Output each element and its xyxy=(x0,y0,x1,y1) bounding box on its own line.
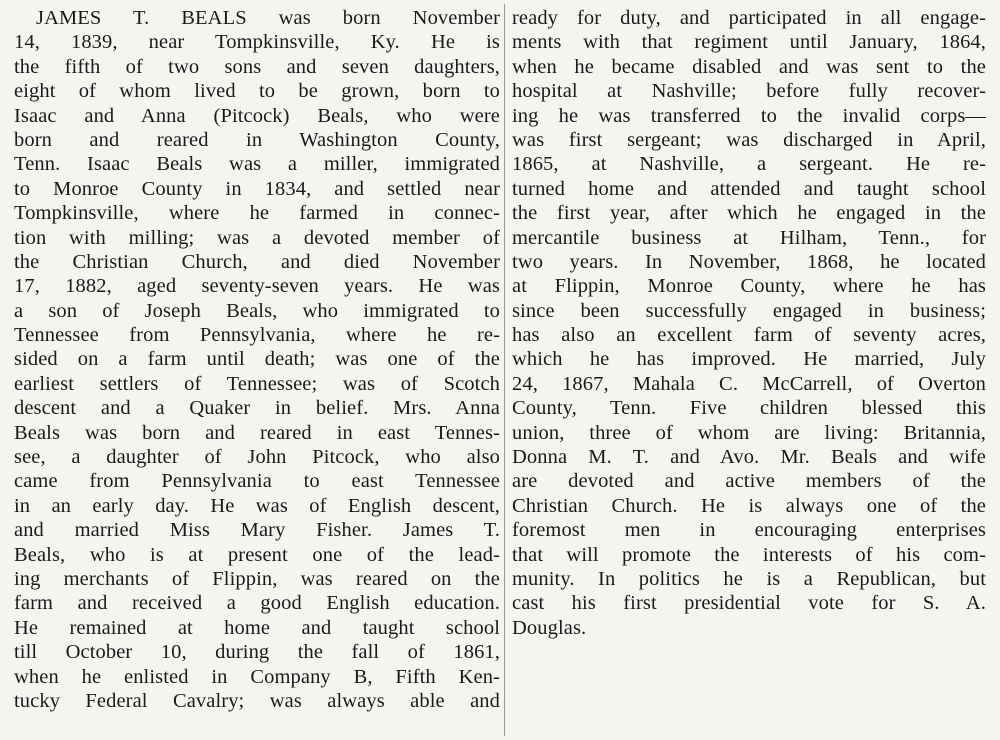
text-line: He remained at home and taught school xyxy=(14,616,500,639)
text-line: born and reared in Washington County, xyxy=(14,128,500,151)
text-line: are devoted and active members of the xyxy=(512,470,986,493)
text-line: 17, 1882, aged seventy-seven years. He was xyxy=(14,275,500,298)
text-line: Tompkinsville, where he farmed in connec- xyxy=(14,202,500,225)
text-line: to Monroe County in 1834, and settled near xyxy=(14,177,500,200)
text-line: eight of whom lived to be grown, born to xyxy=(14,80,500,103)
text-line: till October 10, during the fall of 1861, xyxy=(14,641,500,664)
text-line: in an early day. He was of English descent, xyxy=(14,494,500,517)
text-line: ments with that regiment until January, 1864, xyxy=(512,31,986,54)
left-text-column xyxy=(14,6,500,713)
right-text-column xyxy=(512,6,986,640)
text-line: has also an excellent farm of seventy acres, xyxy=(512,324,986,347)
text-line: tucky Federal Cavalry; was always able and xyxy=(14,689,500,712)
text-line: Douglas. xyxy=(512,616,587,639)
text-line: descent and a Quaker in belief. Mrs. Anna xyxy=(14,397,500,420)
text-line: and married Miss Mary Fisher. James T. xyxy=(14,519,500,542)
text-line: earliest settlers of Tennessee; was of Scotch xyxy=(14,372,500,395)
text-line: see, a daughter of John Pitcock, who also xyxy=(14,446,500,469)
text-line: Tenn. Isaac Beals was a miller, immigrated xyxy=(14,153,500,176)
text-line: came from Pennsylvania to east Tennessee xyxy=(14,470,500,493)
text-line: 24, 1867, Mahala C. McCarrell, of Overton xyxy=(512,372,986,395)
text-line: Isaac and Anna (Pitcock) Beals, who were xyxy=(14,104,500,127)
text-line: munity. In politics he is a Republican, but xyxy=(512,567,986,590)
text-line: ready for duty, and participated in all engage- xyxy=(512,7,986,29)
text-line: 1865, at Nashville, a sergeant. He re- xyxy=(512,153,986,176)
text-line: a son of Joseph Beals, who immigrated to xyxy=(14,299,500,322)
text-line: the fifth of two sons and seven daughters, xyxy=(14,55,500,78)
text-line: that will promote the interests of his com- xyxy=(512,543,986,566)
text-line: JAMES T. BEALS was born November xyxy=(36,7,500,29)
column-divider xyxy=(504,4,505,736)
text-line: Beals, who is at present one of the lead- xyxy=(14,543,500,566)
text-line: cast his first presidential vote for S. A. xyxy=(512,592,986,615)
text-line: union, three of whom are living: Britannia, xyxy=(512,421,986,444)
text-line: farm and received a good English education. xyxy=(14,592,500,615)
text-line: at Flippin, Monroe County, where he has xyxy=(512,275,986,298)
text-line: the first year, after which he engaged in the xyxy=(512,202,986,225)
text-line: turned home and attended and taught school xyxy=(512,177,986,200)
text-line: ing he was transferred to the invalid corps— xyxy=(512,104,986,127)
text-line: when he enlisted in Company B, Fifth Ken- xyxy=(14,665,500,688)
text-line: foremost men in encouraging enterprises xyxy=(512,519,986,542)
text-line: which he has improved. He married, July xyxy=(512,348,986,371)
text-line: Tennessee from Pennsylvania, where he re- xyxy=(14,324,500,347)
text-line: was first sergeant; was discharged in April, xyxy=(512,128,986,151)
text-line: two years. In November, 1868, he located xyxy=(512,250,986,273)
text-line: sided on a farm until death; was one of the xyxy=(14,348,500,371)
text-line: the Christian Church, and died November xyxy=(14,250,500,273)
text-line: Beals was born and reared in east Tennes- xyxy=(14,421,500,444)
text-line: when he became disabled and was sent to the xyxy=(512,55,986,78)
text-line: County, Tenn. Five children blessed this xyxy=(512,397,986,420)
text-line: 14, 1839, near Tompkinsville, Ky. He is xyxy=(14,31,500,54)
text-line: Donna M. T. and Avo. Mr. Beals and wife xyxy=(512,446,986,469)
text-line: mercantile business at Hilham, Tenn., for xyxy=(512,226,986,249)
text-line: tion with milling; was a devoted member of xyxy=(14,226,500,249)
text-line: since been successfully engaged in business; xyxy=(512,299,986,322)
text-line: ing merchants of Flippin, was reared on the xyxy=(14,567,500,590)
text-line: Christian Church. He is always one of the xyxy=(512,494,986,517)
text-line: hospital at Nashville; before fully recover- xyxy=(512,80,986,103)
